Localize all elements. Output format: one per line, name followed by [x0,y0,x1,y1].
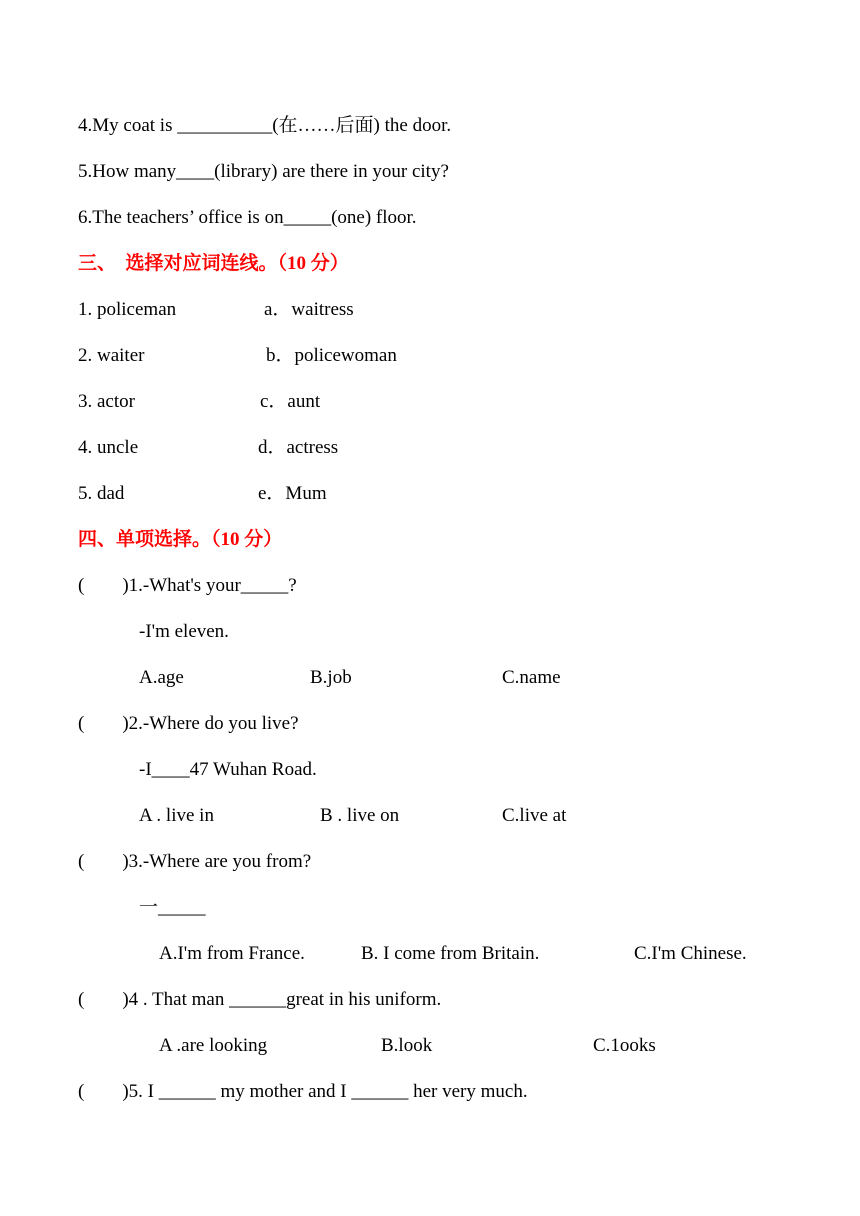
mc-question-1-stem: ( )1.-What's your_____? [78,575,297,596]
match-right-item: b．policewoman [266,345,397,366]
mc-option-b: B . live on [320,805,400,826]
match-right-item: d．actress [258,437,339,458]
mc-question-2-answer: -I____47 Wuhan Road. [139,759,317,780]
mc-option-b: B.job [310,667,352,688]
section-3-heading: 三、 选择对应词连线。（10 分） [78,253,349,274]
mc-option-c: C.I'm Chinese. [634,943,747,964]
mc-option-b: B. I come from Britain. [361,943,540,964]
mc-question-4-stem: ( )4 . That man ______great in his uniform. [78,989,442,1010]
mc-option-a: A.age [139,667,184,688]
match-left-item: 4. uncle [78,437,139,458]
mc-question-2-stem: ( )2.-Where do you live? [78,713,299,734]
match-right-item: c．aunt [260,391,321,412]
mc-question-1-answer: -I'm eleven. [139,621,229,642]
mc-question-3-stem: ( )3.-Where are you from? [78,851,312,872]
section-4-heading: 四、单项选择。（10 分） [78,529,283,550]
question-6-text: 6.The teachers’ office is on_____(one) floor. [78,207,417,228]
match-left-item: 3. actor [78,391,135,412]
question-4-text: 4.My coat is __________(在……后面) the door. [78,115,452,136]
match-left-item: 5. dad [78,483,125,504]
mc-option-a: A.I'm from France. [159,943,305,964]
match-left-item: 1. policeman [78,299,177,320]
match-right-item: a．waitress [264,299,354,320]
mc-question-3-answer: 一_____ [139,897,206,918]
mc-option-c: C.1ooks [593,1035,656,1056]
mc-option-a: A .are looking [159,1035,268,1056]
mc-option-b: B.look [381,1035,433,1056]
question-5-text: 5.How many____(library) are there in your city? [78,161,449,182]
mc-option-c: C.live at [502,805,567,826]
mc-question-5-stem: ( )5. I ______ my mother and I ______ her very much. [78,1081,528,1102]
match-left-item: 2. waiter [78,345,145,366]
match-right-item: e．Mum [258,483,327,504]
mc-option-c: C.name [502,667,561,688]
mc-option-a: A . live in [139,805,214,826]
